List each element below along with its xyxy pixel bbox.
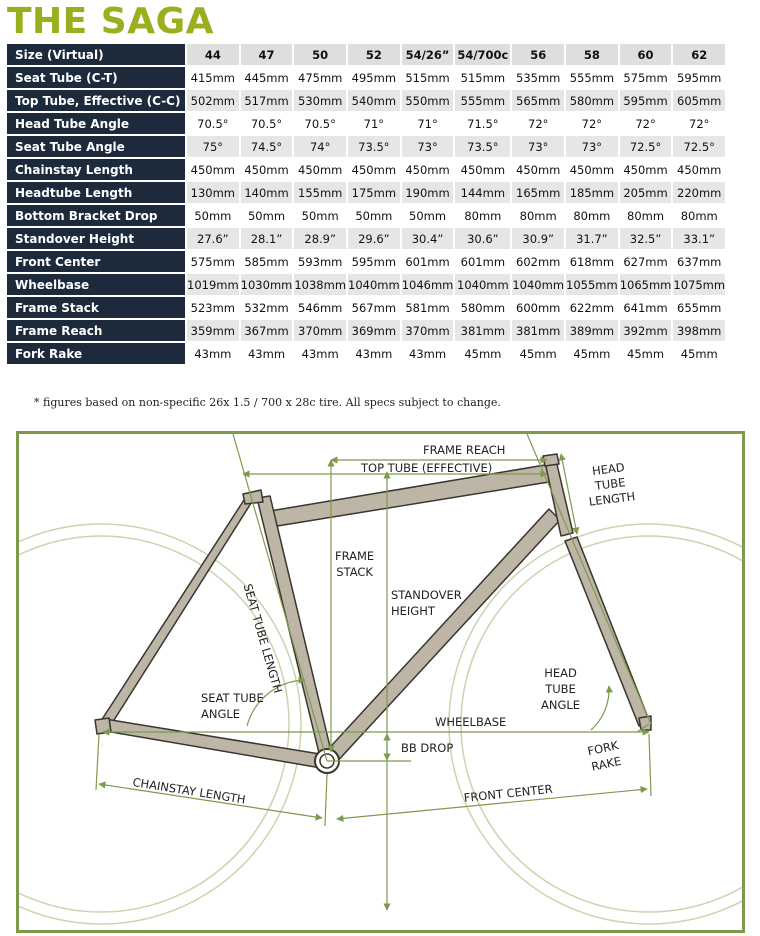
table-cell: 1040mm [512, 274, 564, 295]
table-cell: 1075mm [673, 274, 725, 295]
table-cell: 72° [620, 113, 672, 134]
fork-rake-label: FORK RAKE [586, 738, 623, 774]
table-cell: 205mm [620, 182, 672, 203]
table-cell: 70.5° [187, 113, 239, 134]
table-cell: 605mm [673, 90, 725, 111]
table-cell: 1040mm [455, 274, 510, 295]
table-cell: 45mm [620, 343, 672, 364]
table-cell: 80mm [455, 205, 510, 226]
table-cell: 381mm [512, 320, 564, 341]
table-cell: 73.5° [348, 136, 400, 157]
table-cell: 627mm [620, 251, 672, 272]
table-cell: 72° [566, 113, 618, 134]
table-cell: 595mm [620, 90, 672, 111]
geometry-diagram [16, 431, 745, 933]
table-cell: 56 [512, 44, 564, 65]
table-cell: 580mm [455, 297, 510, 318]
table-cell: 550mm [402, 90, 454, 111]
chainstay-length-label: CHAINSTAY LENGTH [131, 774, 247, 807]
table-cell: 62 [673, 44, 725, 65]
table-cell: 80mm [620, 205, 672, 226]
table-row [7, 228, 725, 249]
table-row [7, 113, 725, 134]
row-label: Size (Virtual) [7, 44, 185, 65]
table-cell: 450mm [241, 159, 293, 180]
table-cell: 58 [566, 44, 618, 65]
chainstay-ext-right [325, 774, 327, 826]
table-cell: 565mm [512, 90, 564, 111]
table-cell: 28.9” [294, 228, 346, 249]
table-cell: 47 [241, 44, 293, 65]
table-cell: 392mm [620, 320, 672, 341]
seat-tube-length-label: SEAT TUBE LENGTH [240, 582, 286, 695]
table-cell: 555mm [566, 67, 618, 88]
table-cell: 450mm [455, 159, 510, 180]
table-cell: 370mm [402, 320, 454, 341]
geometry-table [5, 42, 727, 366]
table-cell: 31.7” [566, 228, 618, 249]
table-cell: 72° [673, 113, 725, 134]
table-cell: 450mm [673, 159, 725, 180]
row-label: Seat Tube Angle [7, 136, 185, 157]
table-cell: 73° [566, 136, 618, 157]
frame-reach-label: FRAME REACH [423, 443, 506, 457]
front-center-ext [649, 734, 651, 796]
table-cell: 637mm [673, 251, 725, 272]
table-cell: 45mm [566, 343, 618, 364]
table-cell: 655mm [673, 297, 725, 318]
table-cell: 445mm [241, 67, 293, 88]
table-cell: 73.5° [455, 136, 510, 157]
table-cell: 75° [187, 136, 239, 157]
frame-stack-label: FRAME STACK [335, 549, 375, 579]
table-cell: 532mm [241, 297, 293, 318]
table-cell: 641mm [620, 297, 672, 318]
head-tube-angle-label: HEAD TUBE ANGLE [541, 666, 581, 712]
table-cell: 130mm [187, 182, 239, 203]
table-cell: 32.5” [620, 228, 672, 249]
table-cell: 50mm [241, 205, 293, 226]
table-cell: 54/700c [455, 44, 510, 65]
table-cell: 595mm [673, 67, 725, 88]
table-cell: 523mm [187, 297, 239, 318]
table-cell: 70.5° [294, 113, 346, 134]
table-cell: 530mm [294, 90, 346, 111]
table-cell: 73° [402, 136, 454, 157]
table-row [7, 182, 725, 203]
table-cell: 450mm [620, 159, 672, 180]
table-cell: 80mm [512, 205, 564, 226]
table-cell: 1038mm [294, 274, 346, 295]
row-label: Chainstay Length [7, 159, 185, 180]
table-cell: 580mm [566, 90, 618, 111]
table-row [7, 297, 725, 318]
table-cell: 601mm [402, 251, 454, 272]
table-cell: 495mm [348, 67, 400, 88]
table-cell: 45mm [673, 343, 725, 364]
table-row [7, 205, 725, 226]
head-angle-arc [591, 686, 609, 730]
table-row [7, 136, 725, 157]
frame [95, 454, 651, 769]
row-label: Wheelbase [7, 274, 185, 295]
table-row [7, 343, 725, 364]
table-cell: 595mm [348, 251, 400, 272]
table-cell: 575mm [620, 67, 672, 88]
row-label: Front Center [7, 251, 185, 272]
table-cell: 50mm [294, 205, 346, 226]
table-row [7, 159, 725, 180]
table-cell: 567mm [348, 297, 400, 318]
table-cell: 72° [512, 113, 564, 134]
row-label: Seat Tube (C-T) [7, 67, 185, 88]
bb-drop-label: BB DROP [401, 741, 454, 755]
table-row [7, 251, 725, 272]
table-cell: 415mm [187, 67, 239, 88]
table-cell: 29.6” [348, 228, 400, 249]
table-cell: 43mm [241, 343, 293, 364]
table-cell: 74° [294, 136, 346, 157]
table-cell: 1040mm [348, 274, 400, 295]
table-cell: 1019mm [187, 274, 239, 295]
table-cell: 71° [348, 113, 400, 134]
table-cell: 71.5° [455, 113, 510, 134]
table-cell: 381mm [455, 320, 510, 341]
table-cell: 155mm [294, 182, 346, 203]
table-cell: 43mm [187, 343, 239, 364]
table-cell: 450mm [512, 159, 564, 180]
row-label: Fork Rake [7, 343, 185, 364]
table-cell: 450mm [566, 159, 618, 180]
table-cell: 74.5° [241, 136, 293, 157]
table-cell: 45mm [455, 343, 510, 364]
table-row [7, 67, 725, 88]
table-cell: 398mm [673, 320, 725, 341]
chainstay-ext-left [96, 734, 99, 790]
page-title: THE SAGA [7, 1, 215, 42]
table-cell: 601mm [455, 251, 510, 272]
table-cell: 165mm [512, 182, 564, 203]
row-label: Frame Stack [7, 297, 185, 318]
table-cell: 73° [512, 136, 564, 157]
table-cell: 1065mm [620, 274, 672, 295]
table-cell: 50 [294, 44, 346, 65]
table-cell: 515mm [455, 67, 510, 88]
row-label: Bottom Bracket Drop [7, 205, 185, 226]
table-cell: 72.5° [620, 136, 672, 157]
table-cell: 220mm [673, 182, 725, 203]
table-cell: 185mm [566, 182, 618, 203]
table-cell: 475mm [294, 67, 346, 88]
table-cell: 369mm [348, 320, 400, 341]
table-cell: 30.9” [512, 228, 564, 249]
table-cell: 80mm [566, 205, 618, 226]
table-cell: 1055mm [566, 274, 618, 295]
header-row [7, 44, 725, 65]
table-cell: 28.1” [241, 228, 293, 249]
table-row [7, 90, 725, 111]
bike-diagram-svg [19, 434, 742, 930]
table-cell: 602mm [512, 251, 564, 272]
row-label: Headtube Length [7, 182, 185, 203]
table-cell: 618mm [566, 251, 618, 272]
table-cell: 43mm [294, 343, 346, 364]
top-tube-label: TOP TUBE (EFFECTIVE) [361, 461, 493, 475]
table-cell: 450mm [294, 159, 346, 180]
table-cell: 450mm [348, 159, 400, 180]
table-cell: 52 [348, 44, 400, 65]
table-cell: 1046mm [402, 274, 454, 295]
table-cell: 546mm [294, 297, 346, 318]
table-cell: 175mm [348, 182, 400, 203]
table-cell: 622mm [566, 297, 618, 318]
row-label: Standover Height [7, 228, 185, 249]
seat-tube [257, 496, 332, 757]
table-cell: 144mm [455, 182, 510, 203]
table-cell: 140mm [241, 182, 293, 203]
table-cell: 600mm [512, 297, 564, 318]
table-cell: 71° [402, 113, 454, 134]
table-row [7, 320, 725, 341]
front-center-label: FRONT CENTER [463, 781, 554, 805]
row-label: Head Tube Angle [7, 113, 185, 134]
table-cell: 70.5° [241, 113, 293, 134]
table-cell: 359mm [187, 320, 239, 341]
table-cell: 593mm [294, 251, 346, 272]
table-cell: 80mm [673, 205, 725, 226]
table-cell: 502mm [187, 90, 239, 111]
footnote: * figures based on non-specific 26x 1.5 / 700 x 28c tire. All specs subject to change. [34, 396, 501, 409]
table-cell: 72.5° [673, 136, 725, 157]
table-cell: 450mm [187, 159, 239, 180]
table-cell: 50mm [402, 205, 454, 226]
table-cell: 54/26” [402, 44, 454, 65]
table-cell: 389mm [566, 320, 618, 341]
chainstay [105, 719, 327, 769]
table-cell: 575mm [187, 251, 239, 272]
table-cell: 27.6” [187, 228, 239, 249]
table-cell: 30.6” [455, 228, 510, 249]
table-cell: 535mm [512, 67, 564, 88]
table-cell: 540mm [348, 90, 400, 111]
table-cell: 450mm [402, 159, 454, 180]
table-cell: 30.4” [402, 228, 454, 249]
table-cell: 45mm [512, 343, 564, 364]
rear-wheel [19, 524, 301, 924]
head-tube-length-label: HEAD TUBE LENGTH [588, 460, 636, 509]
table-cell: 1030mm [241, 274, 293, 295]
table-cell: 44 [187, 44, 239, 65]
table-cell: 517mm [241, 90, 293, 111]
front-dropout [639, 716, 651, 730]
wheelbase-label: WHEELBASE [435, 715, 507, 729]
table-cell: 581mm [402, 297, 454, 318]
table-cell: 190mm [402, 182, 454, 203]
table-row [7, 274, 725, 295]
table-cell: 585mm [241, 251, 293, 272]
table-cell: 50mm [187, 205, 239, 226]
standover-height-label: STANDOVER HEIGHT [391, 588, 462, 618]
seat-tube-angle-label: SEAT TUBE ANGLE [201, 691, 264, 721]
table-cell: 50mm [348, 205, 400, 226]
table-cell: 43mm [402, 343, 454, 364]
row-label: Frame Reach [7, 320, 185, 341]
table-cell: 43mm [348, 343, 400, 364]
table-cell: 555mm [455, 90, 510, 111]
table-cell: 370mm [294, 320, 346, 341]
row-label: Top Tube, Effective (C-C) [7, 90, 185, 111]
table-cell: 60 [620, 44, 672, 65]
table-cell: 367mm [241, 320, 293, 341]
table-cell: 33.1” [673, 228, 725, 249]
table-cell: 515mm [402, 67, 454, 88]
